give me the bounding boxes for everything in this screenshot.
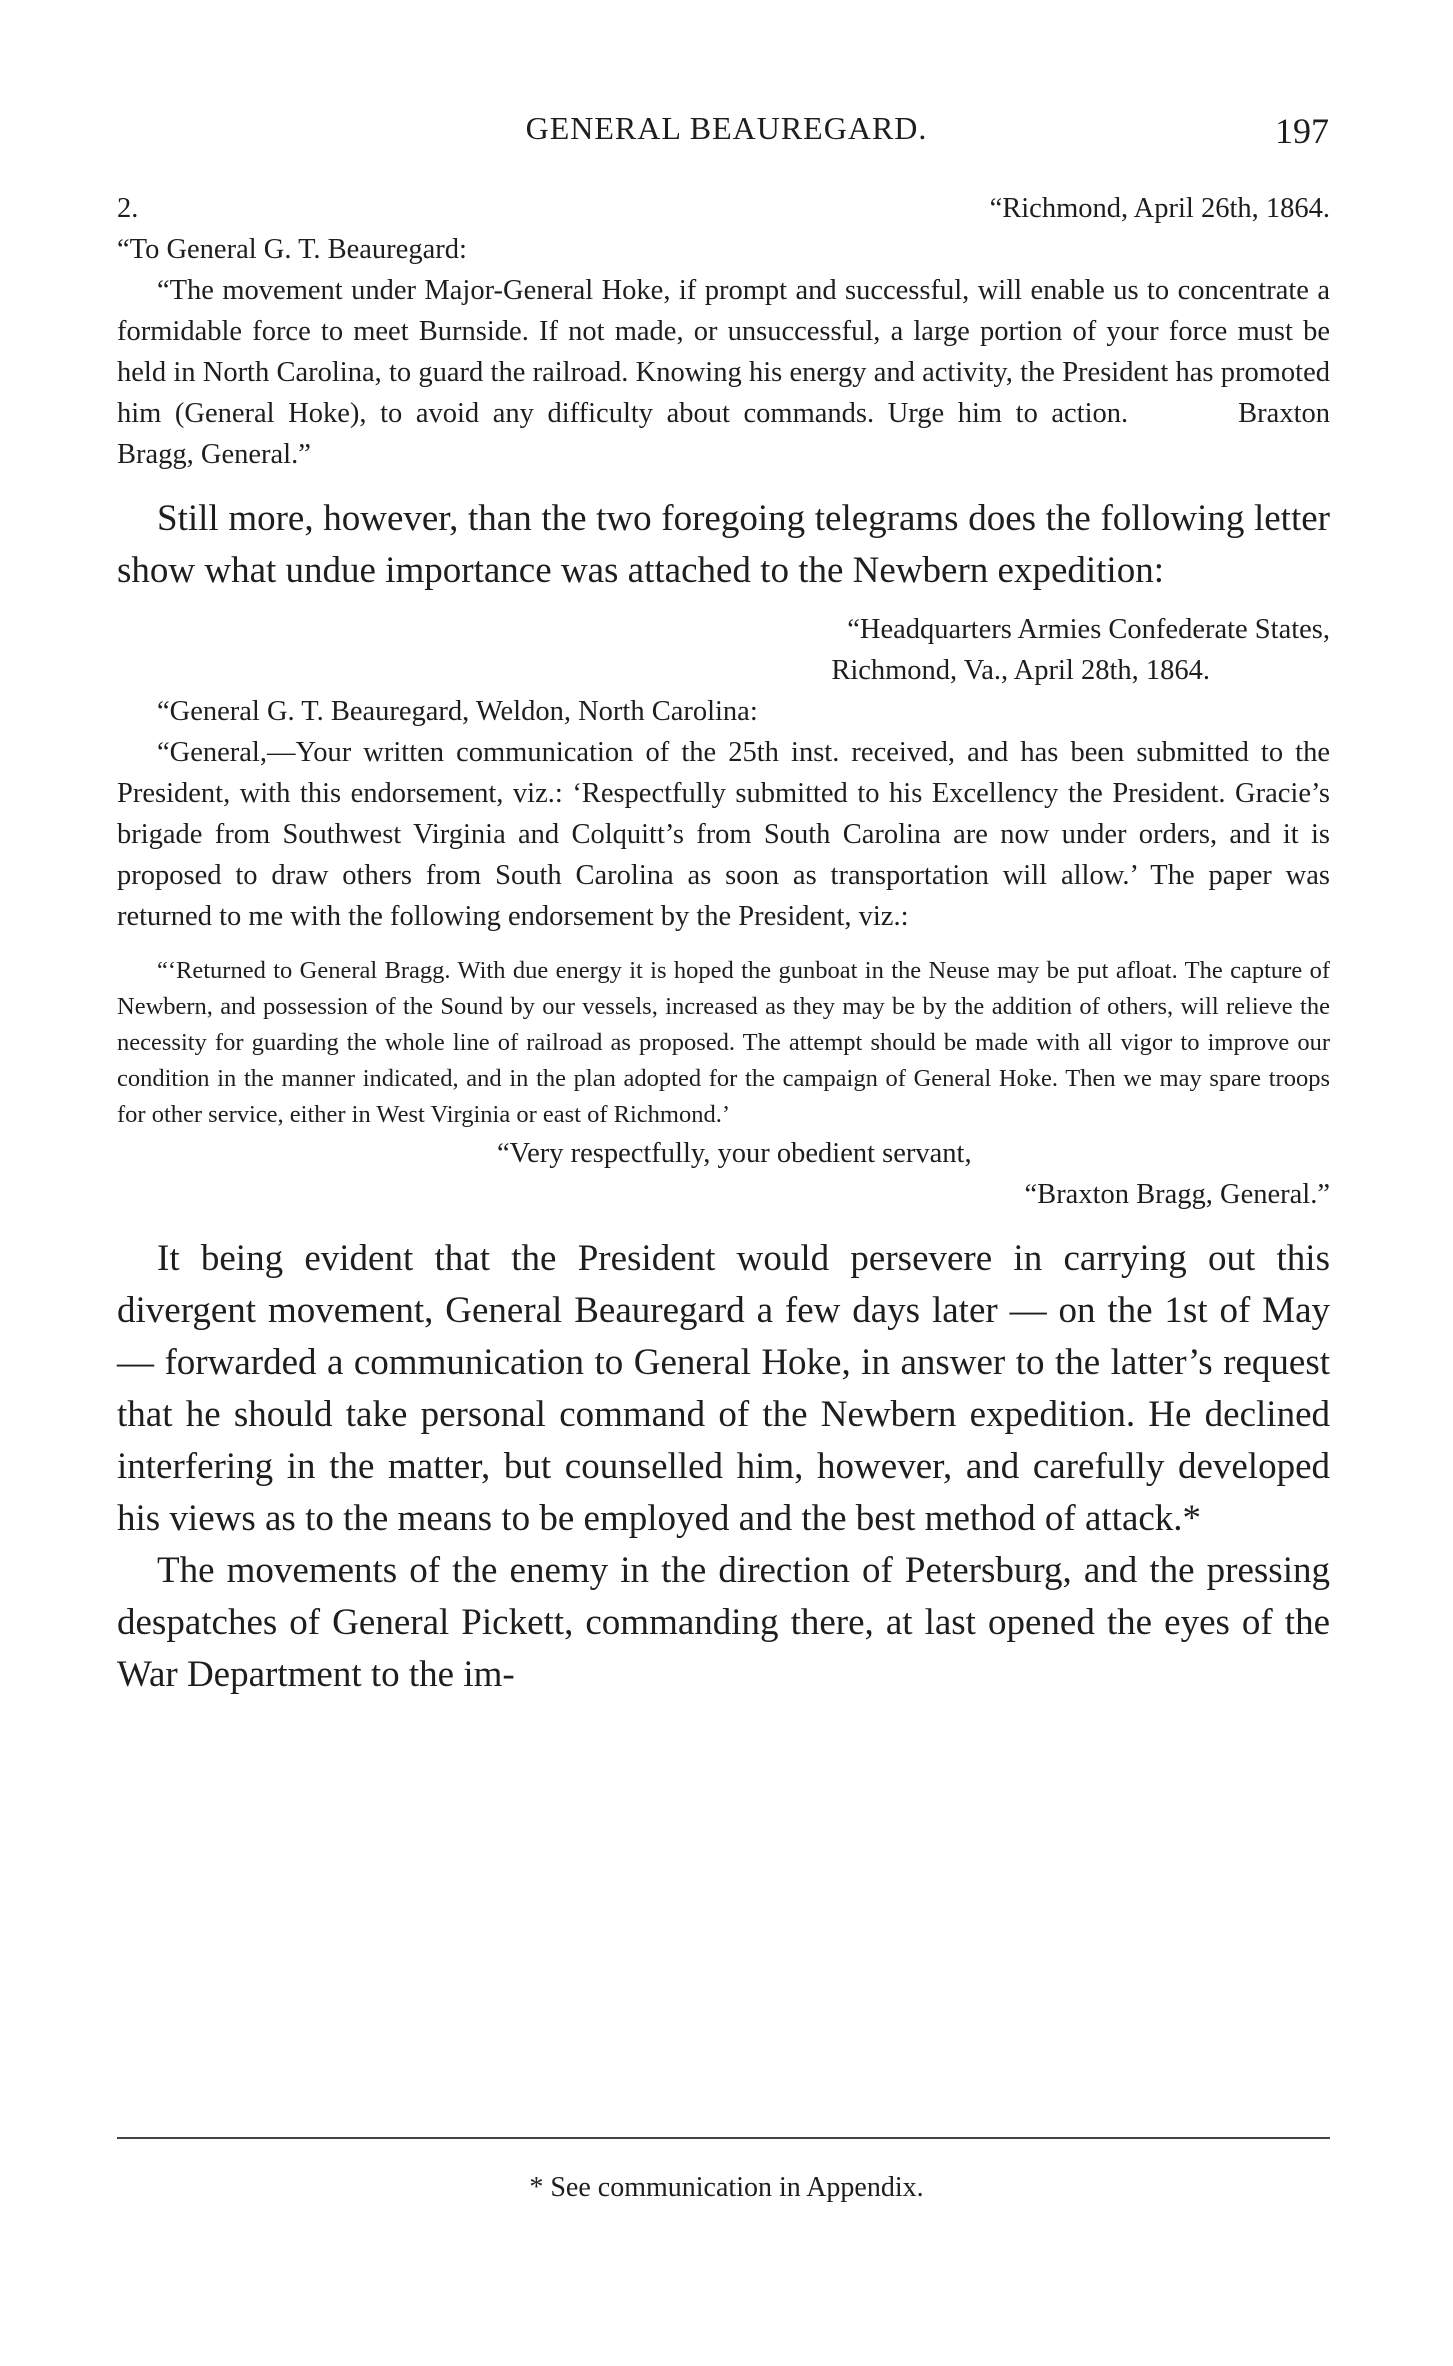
page-number: 197 [1275,111,1329,151]
letter-closing: “Very respectfully, your obedient servant, [497,1138,972,1169]
letter-signature: “Braxton Bragg, General.” [1024,1179,1330,1210]
telegram-salutation: “To General G. T. Beauregard: [117,234,467,265]
paragraph-movements-of-enemy: The movements of the enemy in the direction of Petersburg, and the pressing despatches of General Pickett, commanding there, at last opened the eyes of the War Department to the im- [117,1550,1330,1695]
letter-closing-block [117,1133,1330,1215]
bragg-letter [117,609,1330,937]
footnote-rule [117,2137,1330,2139]
president-endorsement: “‘Returned to General Bragg. With due energy it is hoped the gunboat in the Neuse may be put afloat. The capture of Newbern, and possession of the Sound by our vessels, increased as they may be by the addition of others, will relieve the necessity for guarding the whole line of railroad as proposed. The attempt should be made with all vigor to improve our condition in the manner indicated, and in the plan adopted for the campaign of General Hoke. Then we may spare troops for other service, either in West Virginia or east of Richmond.’ [117,957,1330,1128]
telegram-dateline: “Richmond, April 26th, 1864. [989,193,1330,224]
paragraph-still-more: Still more, however, than the two foregoing telegrams does the following letter show what undue importance was attached to the Newbern expedition: [117,498,1330,591]
footnote: * See communication in Appendix. [529,2172,924,2203]
running-header [0,110,1453,160]
telegram-signature: Braxton Bragg, General.” [117,398,1330,470]
telegram-number: 2. [117,193,139,224]
letter-body: “General,—Your written communication of the 25th inst. received, and has been submitted to the President, with this endorsement, viz.: ‘Respectfully submitted to his Excellency the President. Gracie’s brigade from Southwest Virginia and Colquitt’s from South Carolina are now under orders, and it is proposed to draw others from South Carolina as soon as transportation will allow.’ The paper was returned to me with the following endorsement by the President, viz.: [117,737,1330,932]
paragraph-it-being-evident: It being evident that the President would persevere in carrying out this divergent movement, General Beauregard a few days later — on the 1st of May — forwarded a communication to General Hoke, in answer to the latter’s request that he should take personal command of the Newbern expedition. He declined interfering in the matter, but counselled him, however, and carefully developed his views as to the means to be employed and the best method of attack.* [117,1238,1330,1539]
page-body [117,188,1330,1701]
telegram-2 [117,188,1330,475]
letter-heading-line1: “Headquarters Armies Confederate States, [847,614,1330,645]
letter-heading-line2: Richmond, Va., April 28th, 1864. [831,655,1210,686]
running-title: GENERAL BEAUREGARD. [525,110,928,146]
telegram-body: “The movement under Major-General Hoke, if prompt and successful, will enable us to concentrate a formidable force to meet Burnside. If not made, or unsuccessful, a large portion of your force must be held in North Carolina, to guard the railroad. Knowing his energy and activity, the President has promoted him (General Hoke), to avoid any difficulty about commands. Urge him to action. Braxton Bragg, General.” [117,275,1330,470]
letter-salutation: “General G. T. Beauregard, Weldon, North Carolina: [157,696,758,727]
telegram-2-top-line [117,188,1330,229]
